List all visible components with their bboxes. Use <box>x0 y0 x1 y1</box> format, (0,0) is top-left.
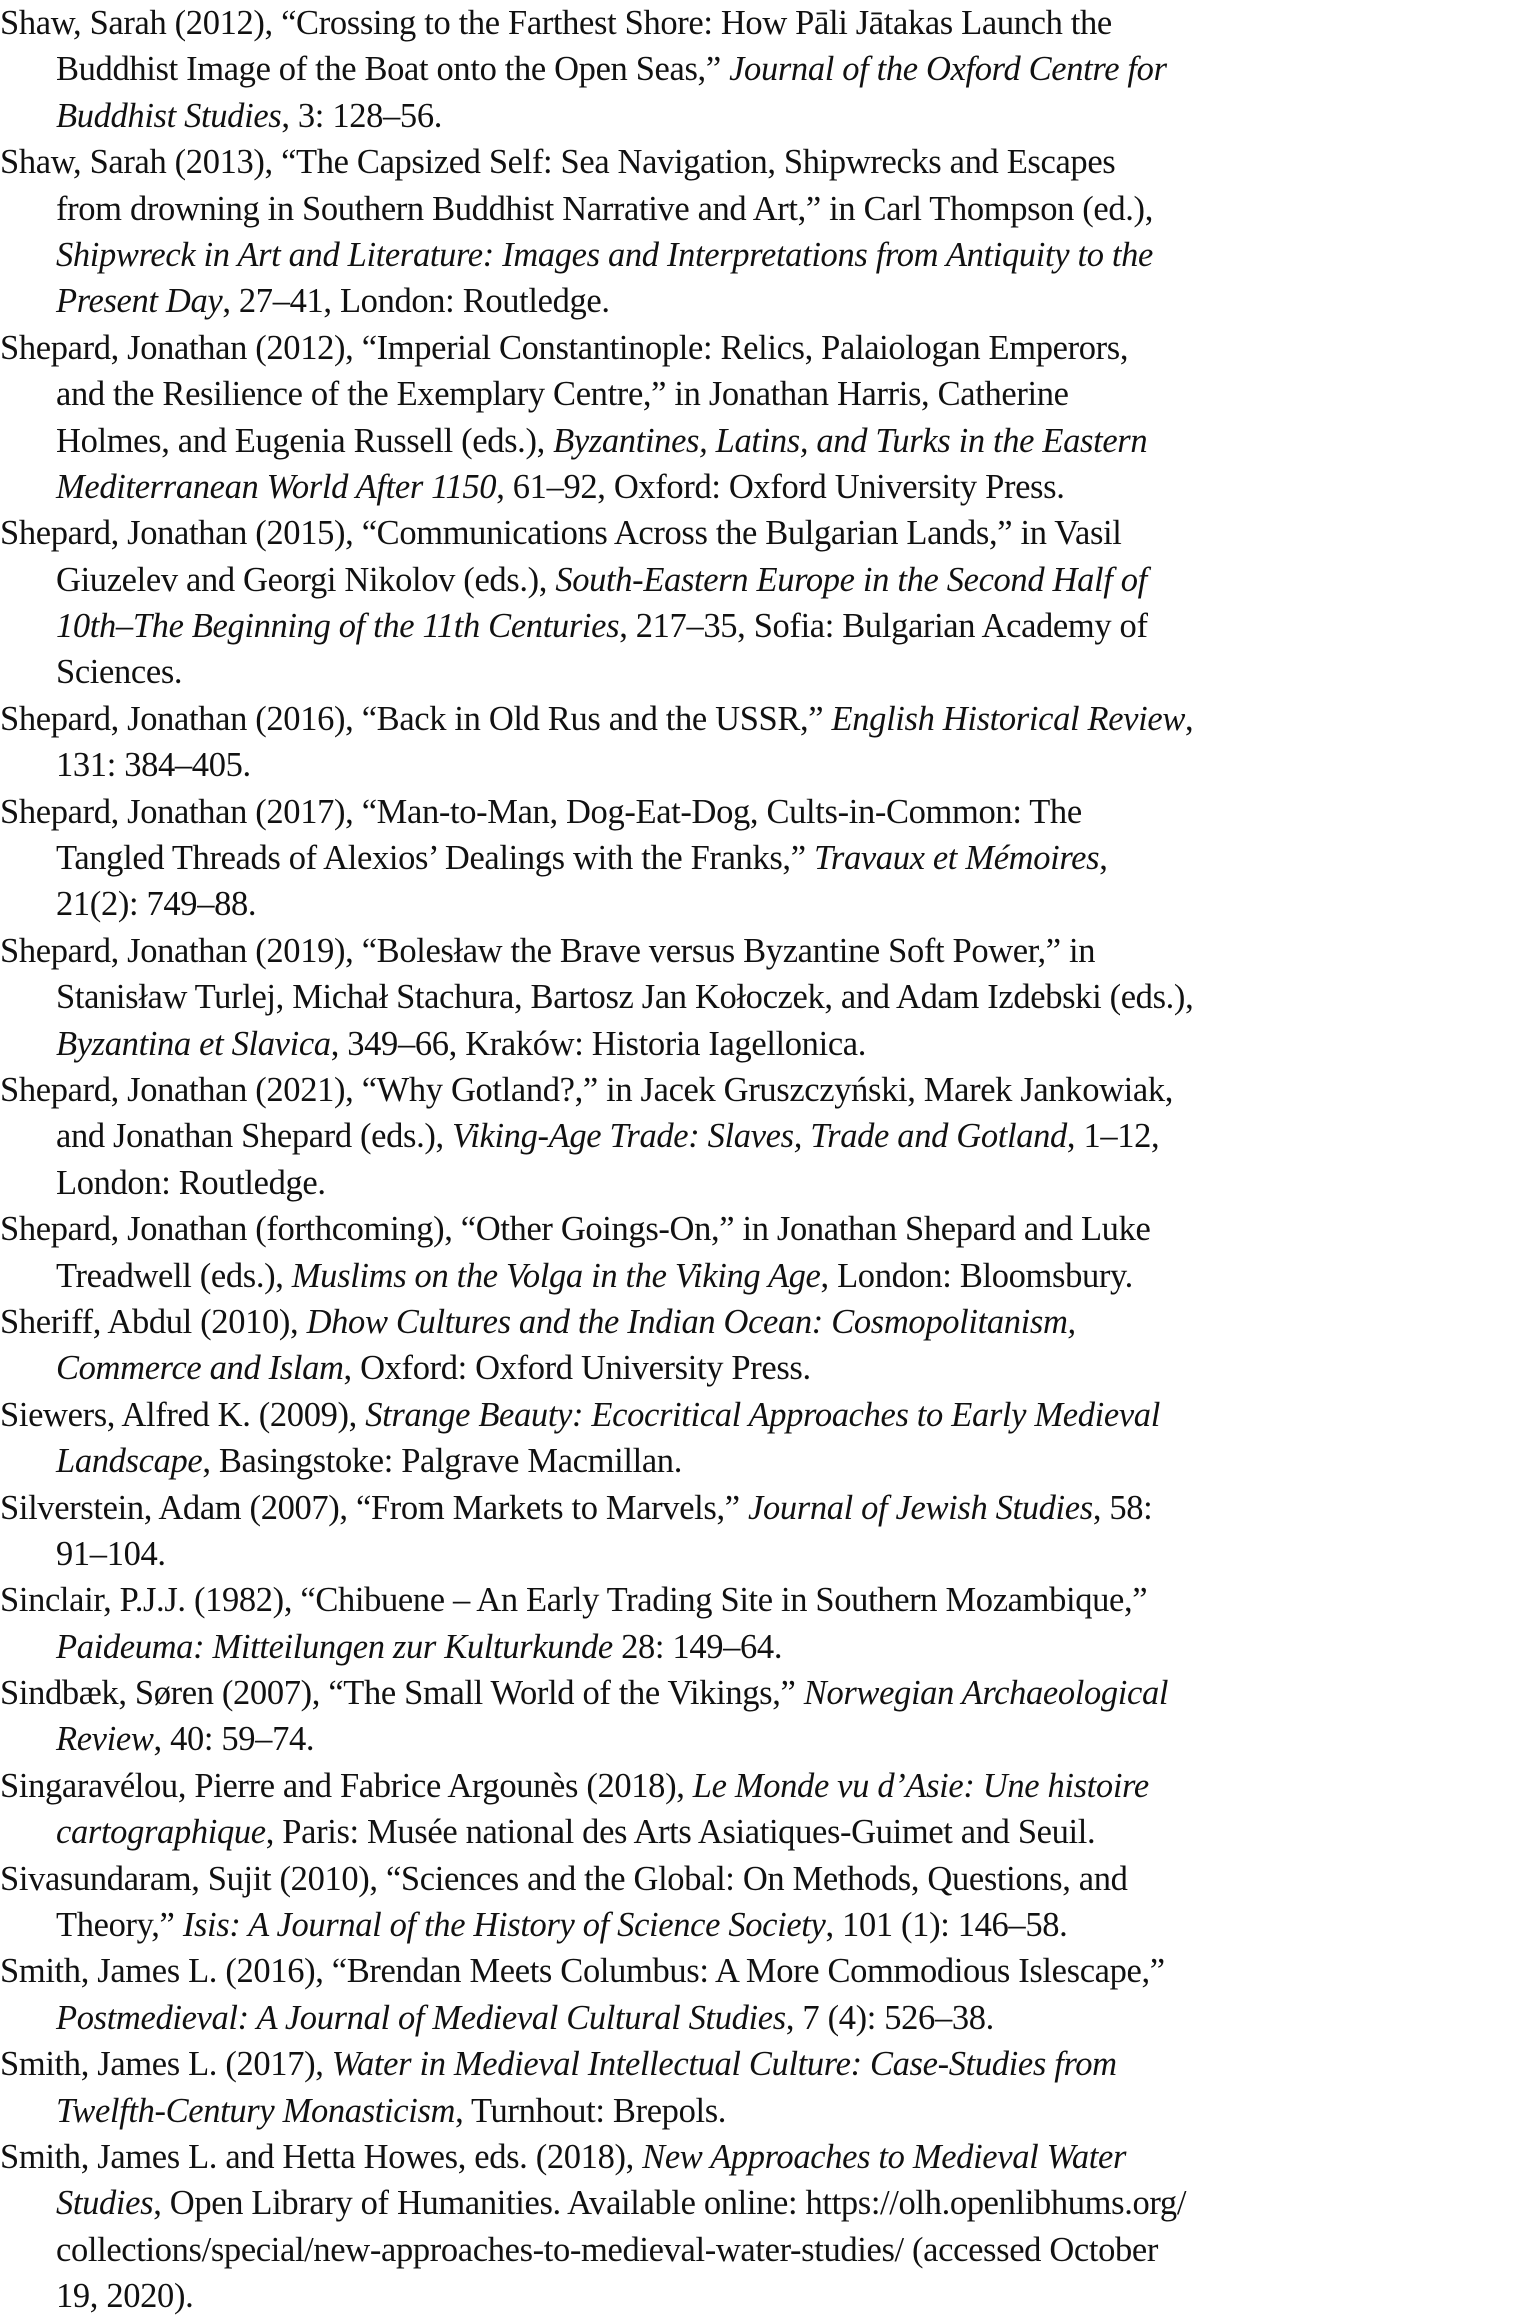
italic-title-text: South-Eastern Europe in the Second Half of <box>555 560 1147 599</box>
bibliography-entry <box>0 325 1513 511</box>
bibliography-entry <box>0 2041 1513 2134</box>
citation-text: Shepard, Jonathan (forthcoming), “Other Goings-On,” in Jonathan Shepard and Luke <box>0 1210 1151 1249</box>
entry-first-line <box>0 325 1513 371</box>
bibliography-entry <box>0 1299 1513 1392</box>
entry-continuation-line <box>0 1531 1513 1577</box>
citation-text: , 40: 59–74. <box>153 1720 315 1759</box>
bibliography-entry <box>0 1670 1513 1763</box>
citation-text: 131: 384–405. <box>56 746 251 785</box>
entry-continuation-line <box>0 835 1513 881</box>
citation-text: Sindbæk, Søren (2007), “The Small World of the Vikings,” <box>0 1674 804 1713</box>
bibliography-entry <box>0 1763 1513 1856</box>
entry-continuation-line <box>0 1902 1513 1948</box>
entry-continuation-line <box>0 1160 1513 1206</box>
entry-continuation-line <box>0 1624 1513 1670</box>
entry-first-line <box>0 1948 1513 1994</box>
entry-continuation-line <box>0 603 1513 649</box>
italic-title-text: Dhow Cultures and the Indian Ocean: Cosmopolitanism, <box>306 1302 1076 1341</box>
entry-continuation-line <box>0 464 1513 510</box>
citation-text: Shepard, Jonathan (2021), “Why Gotland?,” in Jacek Gruszczyński, Marek Jankowiak, <box>0 1070 1174 1109</box>
bibliography-entry <box>0 1067 1513 1206</box>
citation-text: Siewers, Alfred K. (2009), <box>0 1395 366 1434</box>
citation-text: Sinclair, P.J.J. (1982), “Chibuene – An Early Trading Site in Southern Mozambique,” <box>0 1581 1148 1620</box>
italic-title-text: Le Monde vu d’Asie: Une histoire <box>692 1766 1149 1805</box>
entry-first-line <box>0 2041 1513 2087</box>
italic-title-text: Viking-Age Trade: Slaves, Trade and Gotland <box>452 1117 1067 1156</box>
citation-text: 21(2): 749–88. <box>56 885 257 924</box>
citation-text: and the Resilience of the Exemplary Centre,” in Jonathan Harris, Catherine <box>56 375 1069 414</box>
italic-title-text: Shipwreck in Art and Literature: Images and Interpretations from Antiquity to the <box>56 235 1153 274</box>
entry-continuation-line <box>0 1438 1513 1484</box>
citation-text: Shepard, Jonathan (2015), “Communications Across the Bulgarian Lands,” in Vasil <box>0 514 1122 553</box>
citation-text: Shepard, Jonathan (2012), “Imperial Constantinople: Relics, Palaiologan Emperors, <box>0 328 1129 367</box>
bibliography-entry <box>0 789 1513 928</box>
entry-continuation-line <box>0 1716 1513 1762</box>
citation-text: and Jonathan Shepard (eds.), <box>56 1117 453 1156</box>
italic-title-text: Buddhist Studies <box>56 96 282 135</box>
citation-text: Smith, James L. (2017), <box>0 2045 332 2084</box>
italic-title-text: Norwegian Archaeological <box>803 1674 1169 1713</box>
bibliography-entry <box>0 696 1513 789</box>
entry-first-line <box>0 789 1513 835</box>
entry-first-line <box>0 139 1513 185</box>
citation-text: , London: Bloomsbury. <box>820 1256 1133 1295</box>
bibliography-entry <box>0 510 1513 696</box>
italic-title-text: Postmedieval: A Journal of Medieval Cultural Studies <box>56 1998 786 2037</box>
bibliography-entry <box>0 1577 1513 1670</box>
citation-text: , 27–41, London: Routledge. <box>222 282 610 321</box>
italic-title-text: Byzantina et Slavica <box>56 1024 331 1063</box>
citation-text: , Oxford: Oxford University Press. <box>343 1349 811 1388</box>
citation-text: , 1–12, <box>1066 1117 1160 1156</box>
entry-continuation-line <box>0 1113 1513 1159</box>
bibliography-entry <box>0 928 1513 1067</box>
citation-text: , 349–66, Kraków: Historia Iagellonica. <box>330 1024 867 1063</box>
bibliography-entry <box>0 0 1513 139</box>
bibliography-entry <box>0 2134 1513 2320</box>
citation-text: Smith, James L. (2016), “Brendan Meets Columbus: A More Commodious Islescape,” <box>0 1952 1165 1991</box>
italic-title-text: Isis: A Journal of the History of Science Society <box>182 1906 826 1945</box>
entry-first-line <box>0 1206 1513 1252</box>
citation-text: , Basingstoke: Palgrave Macmillan. <box>202 1442 682 1481</box>
entry-continuation-line <box>0 2180 1513 2226</box>
citation-text: Shepard, Jonathan (2016), “Back in Old Rus and the USSR,” <box>0 699 832 738</box>
citation-text: Holmes, and Eugenia Russell (eds.), <box>56 421 554 460</box>
italic-title-text: Muslims on the Volga in the Viking Age <box>291 1256 821 1295</box>
citation-text: , Open Library of Humanities. Available online: https://olh.openlibhums.org/ <box>153 2184 1187 2223</box>
italic-title-text: New Approaches to Medieval Water <box>642 2137 1127 2176</box>
citation-text: , 58: <box>1092 1488 1153 1527</box>
citation-text: Giuzelev and Georgi Nikolov (eds.), <box>56 560 556 599</box>
entry-first-line <box>0 1392 1513 1438</box>
citation-text: , <box>1099 839 1108 878</box>
italic-title-text: Landscape <box>56 1442 203 1481</box>
entry-first-line <box>0 1670 1513 1716</box>
entry-first-line <box>0 696 1513 742</box>
italic-title-text: Review <box>56 1720 154 1759</box>
bibliography-entry <box>0 1948 1513 2041</box>
italic-title-text: Mediterranean World After 1150 <box>56 467 497 506</box>
italic-title-text: cartographique <box>56 1813 266 1852</box>
entry-continuation-line <box>0 2088 1513 2134</box>
entry-continuation-line <box>0 1253 1513 1299</box>
citation-text: 91–104. <box>56 1534 166 1573</box>
italic-title-text: English Historical Review <box>831 699 1185 738</box>
italic-title-text: Travaux et Mémoires <box>813 839 1100 878</box>
citation-text: Treadwell (eds.), <box>56 1256 292 1295</box>
entry-continuation-line <box>0 1345 1513 1391</box>
citation-text: , 7 (4): 526–38. <box>785 1998 994 2037</box>
bibliography-entry <box>0 1485 1513 1578</box>
entry-continuation-line <box>0 557 1513 603</box>
citation-text: London: Routledge. <box>56 1163 326 1202</box>
citation-text: Singaravélou, Pierre and Fabrice Argounès (2018), <box>0 1766 693 1805</box>
citation-text: Sivasundaram, Sujit (2010), “Sciences and the Global: On Methods, Questions, and <box>0 1859 1128 1898</box>
entry-first-line <box>0 0 1513 46</box>
entry-continuation-line <box>0 1809 1513 1855</box>
entry-continuation-line <box>0 278 1513 324</box>
citation-text: collections/special/new-approaches-to-medieval-water-studies/ (accessed October <box>56 2230 1158 2269</box>
entry-first-line <box>0 1485 1513 1531</box>
entry-continuation-line <box>0 1021 1513 1067</box>
italic-title-text: Water in Medieval Intellectual Culture: Case-Studies from <box>331 2045 1117 2084</box>
entry-continuation-line <box>0 2273 1513 2319</box>
entry-continuation-line <box>0 186 1513 232</box>
citation-text: Tangled Threads of Alexios’ Dealings with the Franks,” <box>56 839 814 878</box>
citation-text: , 61–92, Oxford: Oxford University Press. <box>496 467 1065 506</box>
italic-title-text: Paideuma: Mitteilungen zur Kulturkunde <box>56 1627 613 1666</box>
bibliography-entry <box>0 1856 1513 1949</box>
entry-first-line <box>0 1067 1513 1113</box>
entry-continuation-line <box>0 974 1513 1020</box>
italic-title-text: 10th–The Beginning of the 11th Centuries <box>56 607 620 646</box>
entry-continuation-line <box>0 2227 1513 2273</box>
citation-text: Shepard, Jonathan (2017), “Man-to-Man, Dog-Eat-Dog, Cults-in-Common: The <box>0 792 1082 831</box>
italic-title-text: Studies <box>56 2184 154 2223</box>
entry-first-line <box>0 2134 1513 2180</box>
citation-text: from drowning in Southern Buddhist Narrative and Art,” in Carl Thompson (ed.), <box>56 189 1153 228</box>
citation-text: , Paris: Musée national des Arts Asiatiques-Guimet and Seuil. <box>265 1813 1096 1852</box>
entry-first-line <box>0 1577 1513 1623</box>
italic-title-text: Byzantines, Latins, and Turks in the Eastern <box>553 421 1148 460</box>
citation-text: Shaw, Sarah (2013), “The Capsized Self: Sea Navigation, Shipwrecks and Escapes <box>0 143 1116 182</box>
citation-text: Sheriff, Abdul (2010), <box>0 1302 307 1341</box>
citation-text: , <box>1185 699 1194 738</box>
entry-continuation-line <box>0 881 1513 927</box>
entry-continuation-line <box>0 93 1513 139</box>
entry-first-line <box>0 1763 1513 1809</box>
italic-title-text: Strange Beauty: Ecocritical Approaches to Early Medieval <box>365 1395 1160 1434</box>
entry-continuation-line <box>0 371 1513 417</box>
entry-continuation-line <box>0 742 1513 788</box>
citation-text: , 3: 128–56. <box>281 96 442 135</box>
italic-title-text: Twelfth-Century Monasticism <box>56 2091 456 2130</box>
italic-title-text: Commerce and Islam <box>56 1349 344 1388</box>
bibliography-entry <box>0 139 1513 325</box>
italic-title-text: Present Day <box>56 282 223 321</box>
entry-continuation-line <box>0 232 1513 278</box>
citation-text: Buddhist Image of the Boat onto the Open Seas,” <box>56 50 730 89</box>
entry-continuation-line <box>0 1995 1513 2041</box>
citation-text: Theory,” <box>56 1906 183 1945</box>
entry-first-line <box>0 1299 1513 1345</box>
citation-text: , 101 (1): 146–58. <box>825 1906 1068 1945</box>
italic-title-text: Journal of the Oxford Centre for <box>729 50 1167 89</box>
citation-text: Stanisław Turlej, Michał Stachura, Bartosz Jan Kołoczek, and Adam Izdebski (eds.), <box>56 978 1194 1017</box>
entry-first-line <box>0 510 1513 556</box>
citation-text: Silverstein, Adam (2007), “From Markets to Marvels,” <box>0 1488 748 1527</box>
bibliography-entry <box>0 1392 1513 1485</box>
citation-text: 28: 149–64. <box>612 1627 783 1666</box>
citation-text: 19, 2020). <box>56 2277 194 2316</box>
citation-text: Smith, James L. and Hetta Howes, eds. (2018), <box>0 2137 643 2176</box>
citation-text: Shepard, Jonathan (2019), “Bolesław the Brave versus Byzantine Soft Power,” in <box>0 931 1096 970</box>
entry-continuation-line <box>0 649 1513 695</box>
entry-first-line <box>0 1856 1513 1902</box>
citation-text: Sciences. <box>56 653 183 692</box>
entry-first-line <box>0 928 1513 974</box>
citation-text: Shaw, Sarah (2012), “Crossing to the Farthest Shore: How Pāli Jātakas Launch the <box>0 4 1112 42</box>
bibliography-entry <box>0 1206 1513 1299</box>
italic-title-text: Journal of Jewish Studies <box>747 1488 1093 1527</box>
citation-text: , Turnhout: Brepols. <box>455 2091 727 2130</box>
entry-continuation-line <box>0 46 1513 92</box>
citation-text: , 217–35, Sofia: Bulgarian Academy of <box>619 607 1148 646</box>
entry-continuation-line <box>0 418 1513 464</box>
